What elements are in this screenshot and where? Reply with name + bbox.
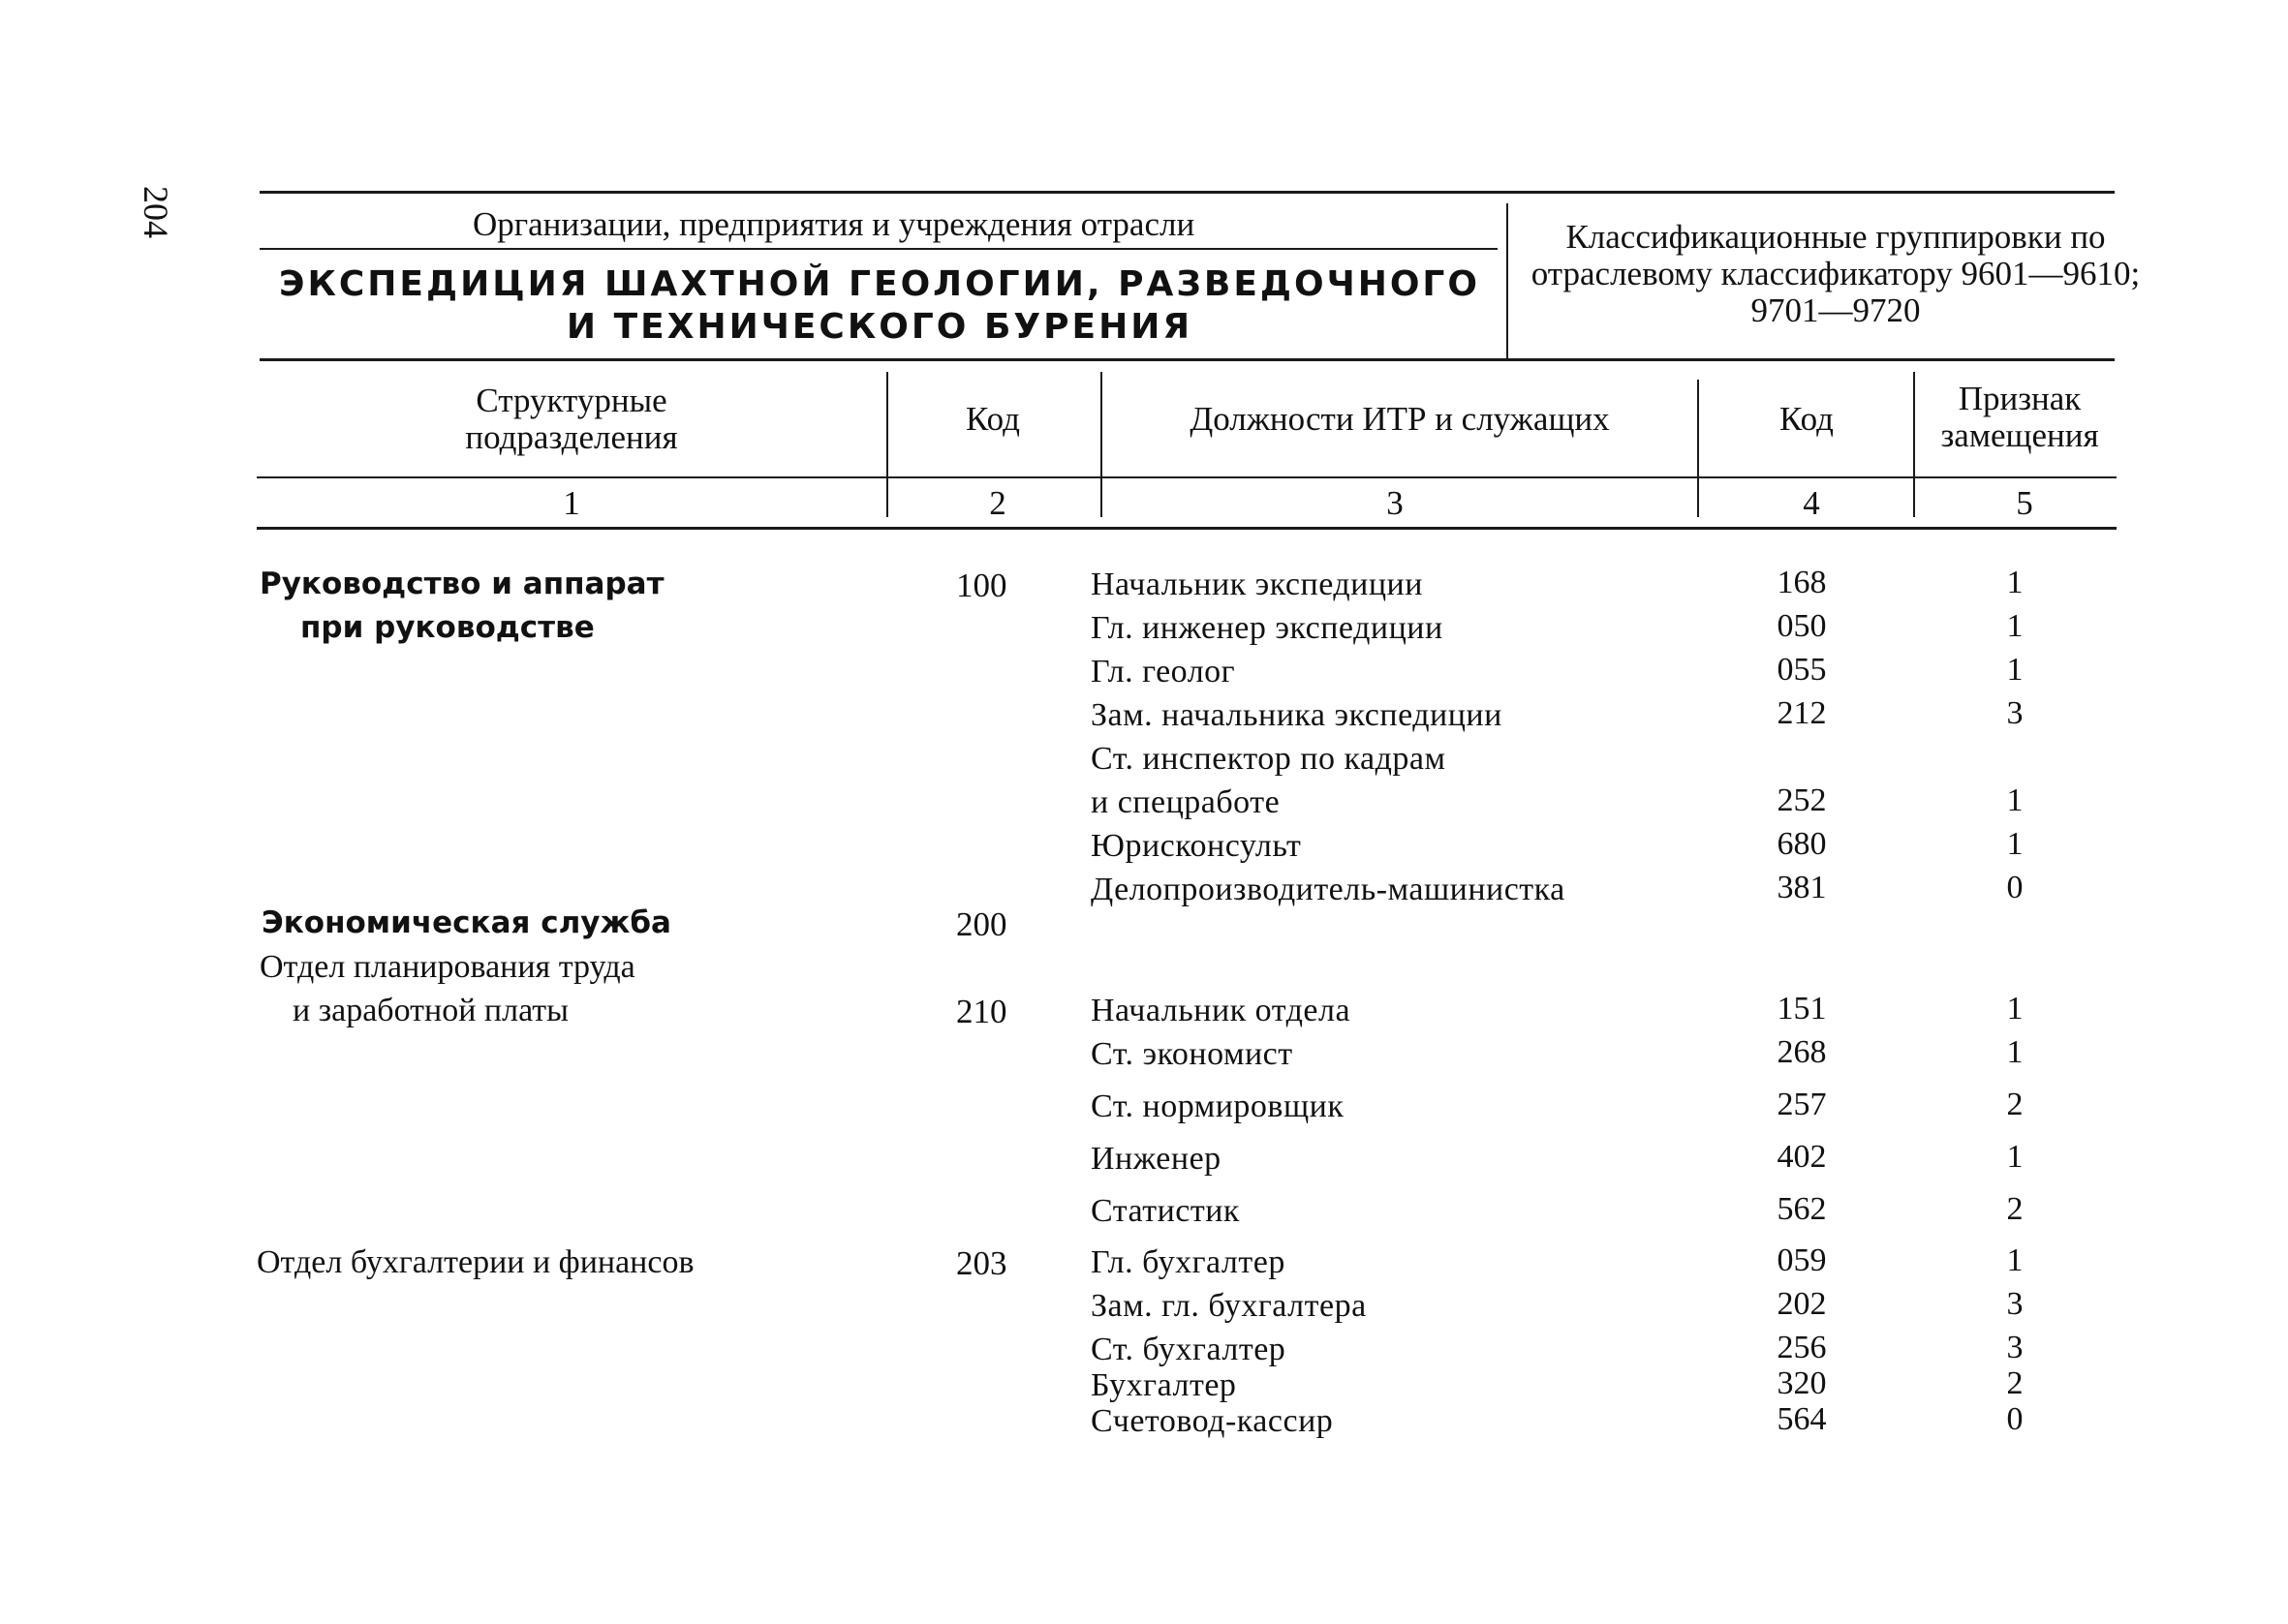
- header-rule-top: [260, 191, 2115, 194]
- replacement-flag: 1: [2006, 1034, 2024, 1070]
- position-code: 059: [1777, 1242, 1827, 1278]
- col-header-unit-code: Код: [966, 400, 1020, 438]
- unit-management-cont: при руководстве: [300, 610, 595, 645]
- colnum-rule: [257, 527, 2117, 530]
- col-divider-4: [1913, 372, 1915, 517]
- page-number: 204: [137, 186, 175, 238]
- col-header-replacement: Признак замещения: [1940, 380, 2099, 454]
- position-name: Гл. инженер экспедиции: [1091, 610, 1443, 646]
- position-code: 256: [1777, 1330, 1827, 1365]
- replacement-flag: 2: [2006, 1191, 2024, 1227]
- replacement-flag: 1: [2006, 991, 2024, 1026]
- col-number-1: 1: [563, 484, 580, 522]
- position-code: 168: [1777, 565, 1827, 600]
- header-rule-bottom: [260, 358, 2115, 361]
- position-name: Статистик: [1091, 1193, 1240, 1229]
- position-code: 055: [1777, 652, 1827, 688]
- position-code: 050: [1777, 608, 1827, 644]
- position-name: Гл. геолог: [1091, 654, 1236, 689]
- col-header-units: Структурные подразделения: [465, 382, 678, 456]
- unit-code: 203: [956, 1244, 1007, 1282]
- unit-labour-planning: Отдел планирования труда: [260, 949, 635, 985]
- col-number-4: 4: [1803, 484, 1820, 522]
- position-name: Ст. бухгалтер: [1091, 1332, 1286, 1367]
- position-code: 257: [1777, 1087, 1827, 1122]
- position-code: 151: [1777, 991, 1827, 1026]
- position-name: Начальник экспедиции: [1091, 567, 1423, 602]
- unit-management: Руководство и аппарат: [260, 567, 665, 601]
- unit-code: 200: [956, 905, 1007, 943]
- unit-economic-service: Экономическая служба: [262, 905, 671, 940]
- replacement-flag: 3: [2006, 1330, 2024, 1365]
- position-name: Бухгалтер: [1091, 1367, 1237, 1403]
- replacement-flag: 3: [2006, 695, 2024, 731]
- unit-accounting: Отдел бухгалтерии и финансов: [257, 1244, 695, 1280]
- org-label: Организации, предприятия и учреждения отрасли: [473, 205, 1195, 243]
- position-code: 402: [1777, 1139, 1827, 1175]
- position-name: Юрисконсульт: [1091, 828, 1302, 864]
- replacement-flag: 1: [2006, 1139, 2024, 1175]
- replacement-flag: 2: [2006, 1365, 2024, 1401]
- position-code: 212: [1777, 695, 1827, 731]
- replacement-flag: 1: [2006, 826, 2024, 862]
- replacement-flag: 1: [2006, 565, 2024, 600]
- col-number-3: 3: [1386, 484, 1404, 522]
- replacement-flag: 2: [2006, 1087, 2024, 1122]
- position-name: и спецработе: [1091, 784, 1281, 820]
- col-number-2: 2: [989, 484, 1006, 522]
- position-code: 562: [1777, 1191, 1827, 1227]
- position-code: 320: [1777, 1365, 1827, 1401]
- position-code: 252: [1777, 782, 1827, 818]
- position-name: Счетовод-кассир: [1091, 1403, 1334, 1439]
- position-name: Делопроизводитель-машинистка: [1091, 872, 1565, 907]
- replacement-flag: 1: [2006, 1242, 2024, 1278]
- header-rule-under-label: [260, 248, 1498, 250]
- position-name: Ст. нормировщик: [1091, 1088, 1345, 1124]
- col-number-5: 5: [2016, 484, 2033, 522]
- position-name: Начальник отдела: [1091, 993, 1351, 1028]
- position-name: Инженер: [1091, 1141, 1221, 1177]
- position-name: Ст. экономист: [1091, 1036, 1293, 1072]
- position-name: Зам. начальника экспедиции: [1091, 697, 1502, 733]
- position-name: Зам. гл. бухгалтера: [1091, 1288, 1367, 1324]
- unit-labour-planning-cont: и заработной платы: [293, 993, 569, 1028]
- col-divider-1: [886, 372, 888, 517]
- position-code: 268: [1777, 1034, 1827, 1070]
- replacement-flag: 3: [2006, 1286, 2024, 1322]
- replacement-flag: 0: [2006, 870, 2024, 905]
- position-code: 680: [1777, 826, 1827, 862]
- col-header-positions: Должности ИТР и служащих: [1190, 400, 1610, 438]
- unit-code: 100: [956, 567, 1007, 604]
- position-name: Гл. бухгалтер: [1091, 1244, 1285, 1280]
- col-divider-3: [1697, 380, 1699, 517]
- header-divider: [1506, 203, 1508, 358]
- org-title: ЭКСПЕДИЦИЯ ШАХТНОЙ ГЕОЛОГИИ, РАЗВЕДОЧНОГО И ТЕХНИЧЕСКОГО БУРЕНИЯ: [279, 264, 1480, 347]
- col-divider-2: [1100, 372, 1102, 517]
- col-header-position-code: Код: [1779, 400, 1834, 438]
- unit-code: 210: [956, 993, 1007, 1030]
- replacement-flag: 0: [2006, 1401, 2024, 1437]
- colhead-rule: [257, 476, 2117, 478]
- replacement-flag: 1: [2006, 608, 2024, 644]
- position-code: 381: [1777, 870, 1827, 905]
- position-name: Ст. инспектор по кадрам: [1091, 741, 1446, 777]
- classifier-groups: Классификационные группировки по отраслевому классификатору 9601—9610; 9701—9720: [1530, 218, 2141, 329]
- position-code: 564: [1777, 1401, 1827, 1437]
- replacement-flag: 1: [2006, 652, 2024, 688]
- replacement-flag: 1: [2006, 782, 2024, 818]
- position-code: 202: [1777, 1286, 1827, 1322]
